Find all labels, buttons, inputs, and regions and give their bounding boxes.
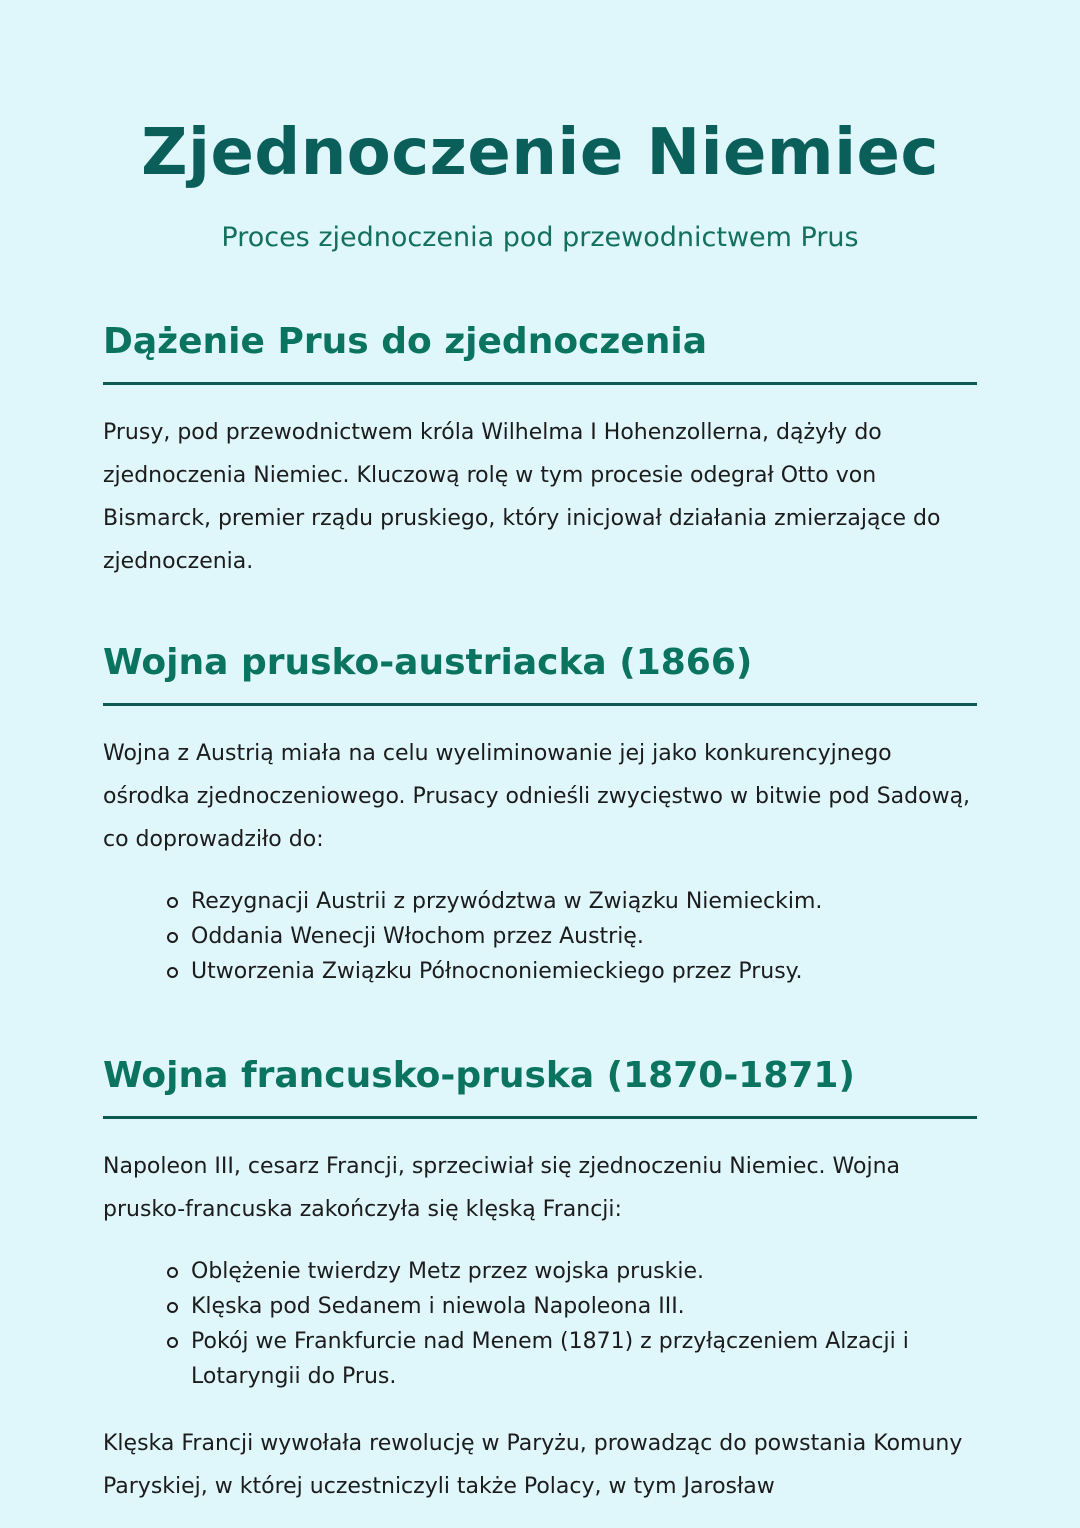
section-heading: Dążenie Prus do zjednoczenia [103,316,977,385]
circle-bullet-icon [167,1267,178,1278]
circle-bullet-icon [167,932,178,943]
list-item-text: Pokój we Frankfurcie nad Menem (1871) z przyłączeniem Alzacji i Lotaryngii do Prus. [191,1329,909,1389]
list-item [191,954,977,989]
section-paragraph: Napoleon III, cesarz Francji, sprzeciwiał się zjednoczeniu Niemiec. Wojna prusko-francuska zakończyła się klęską Francji: [103,1154,901,1222]
list-item-text: Utworzenia Związku Północnoniemieckiego przez Prusy. [191,959,803,984]
circle-bullet-icon [167,1337,178,1348]
section-heading: Wojna francusko-pruska (1870-1871) [103,1050,977,1119]
list-item [191,1254,977,1289]
circle-bullet-icon [167,897,178,908]
list-item [191,919,977,954]
list-item-text: Oblężenie twierdzy Metz przez wojska pruskie. [191,1259,705,1284]
section-austro-prussian-war [103,637,977,989]
circle-bullet-icon [167,1302,178,1313]
list-item-text: Rezygnacji Austrii z przywództwa w Związku Niemieckim. [191,889,823,914]
circle-bullet-icon [167,967,178,978]
section-franco-prussian-war [103,1050,977,1508]
section-paragraph: Prusy, pod przewodnictwem króla Wilhelma I Hohenzollerna, dążyły do zjednoczenia Niemiec. Kluczową rolę w tym procesie odegrał Otto von Bismarck, premier rządu pruskiego, który inicjował działania zmierzające do zjednoczenia. [103,420,941,574]
bullet-list [103,884,977,989]
list-item-text: Klęska pod Sedanem i niewola Napoleona III. [191,1294,685,1319]
list-item [191,1289,977,1324]
section-paragraph: Wojna z Austrią miała na celu wyeliminowanie jej jako konkurencyjnego ośrodka zjednoczeniowego. Prusacy odnieśli zwycięstwo w bitwie pod Sadową, co doprowadziło do: [103,741,971,852]
list-item [191,1324,977,1394]
page-title: Zjednoczenie Niemiec [141,116,939,190]
list-item [191,884,977,919]
closing-paragraph: Klęska Francji wywołała rewolucję w Paryżu, prowadząc do powstania Komuny Paryskiej, w której uczestniczyli także Polacy, w tym Jarosław [103,1431,963,1499]
section-heading: Wojna prusko-austriacka (1866) [103,637,977,706]
section-prussian-ambition [103,316,977,583]
bullet-list [103,1254,977,1394]
list-item-text: Oddania Wenecji Włochom przez Austrię. [191,924,644,949]
page-subtitle: Proces zjednoczenia pod przewodnictwem Prus [221,222,859,253]
